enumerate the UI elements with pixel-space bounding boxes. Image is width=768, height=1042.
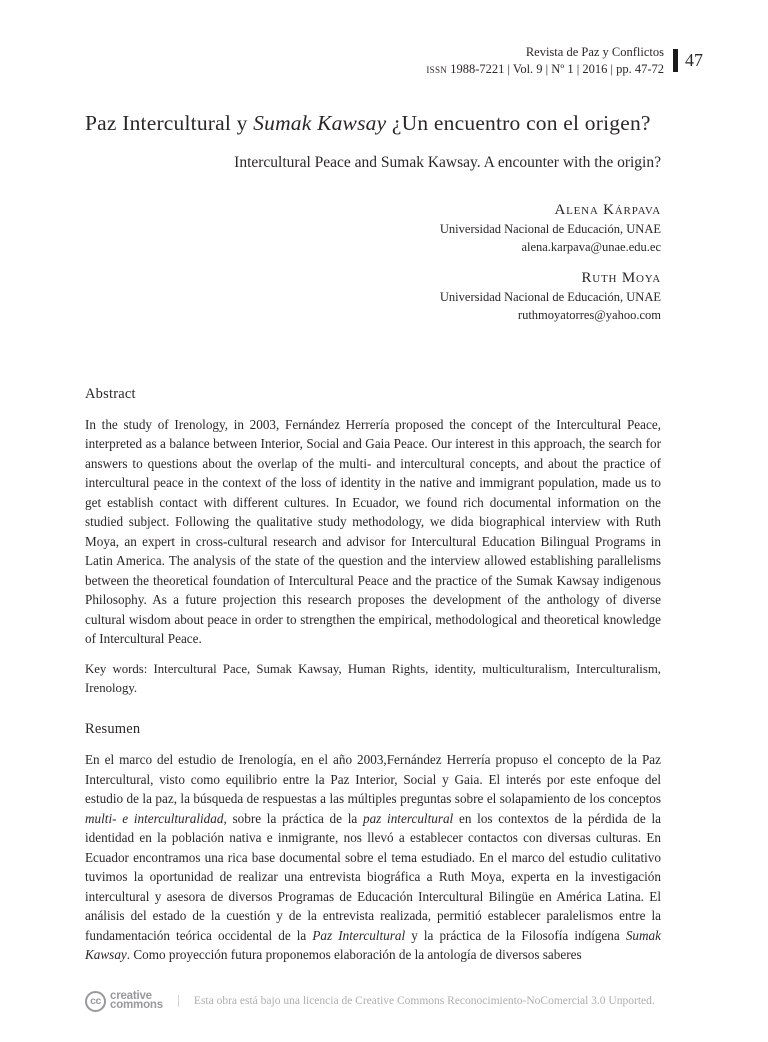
- resumen-section: [85, 721, 661, 965]
- author-affiliation: Universidad Nacional de Educación, UNAE: [439, 221, 661, 236]
- cc-circle-icon: cc: [85, 991, 106, 1012]
- keywords-line: Key words: Intercultural Pace, Sumak Kawsay, Human Rights, identity, multiculturalism, Interculturalism, Irenology.: [85, 662, 661, 695]
- abstract-heading: Abstract: [85, 385, 136, 402]
- creative-commons-logo: [85, 991, 163, 1012]
- abstract-section: [85, 386, 661, 697]
- author-name: Ruth Moya: [581, 270, 661, 287]
- journal-masthead-text: [426, 44, 664, 78]
- abstract-body: In the study of Irenology, in 2003, Fernández Herrería proposed the concept of the Intercultural Peace, interpreted as a balance between Interior, Social and Gaia Peace. Our interest in this approach, the search for answers to questions about the overlap of the multi- and intercultural concepts, and about the practice of intercultural peace in the context of the loss of identity in the native and immigrant population, made us to get establish contact with different cultures. In Ecuador, we found rich documental information on the studied subject. Following the qualitative study methodology, we dida biographical interview with Ruth Moya, an expert in cross-cultural research and advisor for Intercultural Education Bilingual Programs in Latin America. The analysis of the state of the question and the interview allowed establishing parallelisms between the theoretical foundation of Intercultural Peace and the practice of the Sumak Kawsay indigenous Philosophy. As a future projection this research proposes the development of the anthology of diverse cultural wisdom about peace in order to strengthen the empirical, methodological and theoretical knowledge of Intercultural Peace.: [85, 416, 661, 647]
- resumen-body: En el marco del estudio de Irenología, en el año 2003,Fernández Herrería propuso el concepto de la Paz Intercultural, visto como equilibrio entre la Paz Interior, Social y Gaia. El interés por este enfoque del estudio de la paz, la búsqueda de respuestas a las múltiples preguntas sobre el solapamiento de los conceptos multi- e interculturalidad, sobre la práctica de la paz intercultural en los contextos de la pérdida de la identidad en la población nativa e inmigrante, nos llevó a establecer contactos con diversas culturas. En Ecuador encontramos una rica base documental sobre el tema estudiado. En el marco del estudio culitativo tuvimos la oportunidad de realizar una entrevista biográfica a Ruth Moya, experta en la investigación intercultural y asesora de diversos Programas de Educación Intercultural Bilingüe en América Latina. El análisis del estado de la cuestión y de la entrevista realizada, permitió establecer paralelismos entre la fundamentación teórica occidental de la Paz Intercultural y la práctica de la Filosofía indígena Sumak Kawsay. Como proyección futura proponemos elaboración de la antología de diversos saberes: [85, 752, 662, 963]
- journal-header: [85, 44, 703, 78]
- resumen-heading: Resumen: [85, 721, 141, 738]
- author-name: Alena Kárpava: [554, 201, 661, 218]
- issue-line: issn 1988-7221 | Vol. 9 | Nº 1 | 2016 | pp. 47-72: [426, 61, 664, 76]
- author-entry: [85, 202, 661, 256]
- page-footer: [85, 991, 661, 1012]
- article-title: Paz Intercultural y Sumak Kawsay ¿Un encuentro con el origen?: [85, 110, 651, 135]
- author-email: ruthmoyatorres@yahoo.com: [517, 308, 661, 323]
- cc-wordmark-line1: creative: [110, 989, 152, 1002]
- author-email: alena.karpava@unae.edu.ec: [521, 239, 661, 254]
- license-text: Esta obra está bajo una licencia de Creative Commons Reconocimiento-NoComercial 3.0 Unported.: [178, 995, 661, 1007]
- article-subtitle-english: Intercultural Peace and Sumak Kawsay. A encounter with the origin?: [234, 153, 661, 171]
- page-number-bar: [673, 49, 678, 72]
- authors-block: [85, 202, 661, 324]
- author-entry: [85, 270, 661, 324]
- cc-wordmark-line2: commons: [110, 999, 163, 1012]
- author-affiliation: Universidad Nacional de Educación, UNAE: [439, 290, 661, 305]
- page-number: 47: [685, 50, 703, 71]
- journal-name: Revista de Paz y Conflictos: [525, 45, 664, 59]
- page-number-block: [673, 49, 703, 72]
- cc-wordmark: [110, 989, 163, 1012]
